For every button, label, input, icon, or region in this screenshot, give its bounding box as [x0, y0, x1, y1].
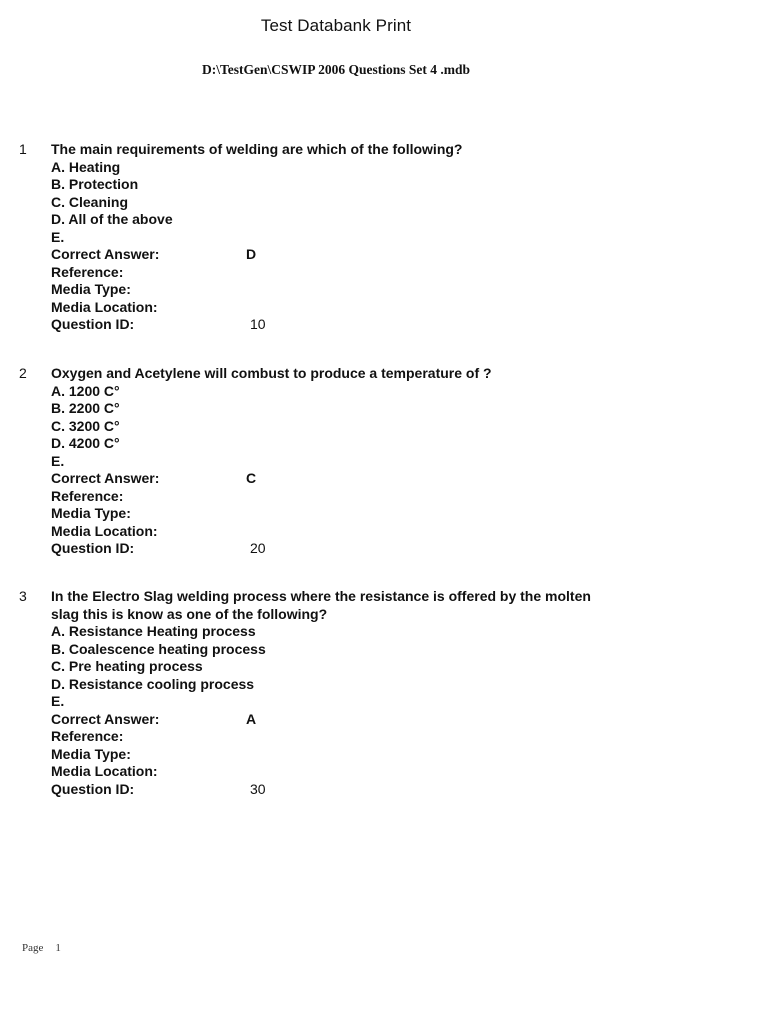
reference-row	[51, 488, 651, 506]
question-body	[51, 588, 651, 798]
option-e: E.	[51, 693, 65, 709]
page-label: Page	[22, 942, 44, 954]
question-id-label: Question ID:	[51, 316, 135, 332]
question-id-row	[51, 781, 651, 799]
reference-label: Reference:	[51, 728, 124, 744]
correct-answer-row	[51, 711, 651, 729]
reference-label: Reference:	[51, 263, 124, 280]
option-a: A. Resistance Heating process	[51, 623, 256, 639]
reference-row	[51, 728, 651, 746]
question-id-value: 10	[250, 316, 266, 332]
correct-answer-label: Correct Answer:	[51, 710, 160, 727]
media-type-row	[51, 281, 651, 299]
correct-answer-value: A	[246, 710, 257, 727]
question-body	[51, 141, 651, 334]
media-type-row	[51, 505, 651, 523]
media-type-label: Media Type:	[51, 281, 131, 297]
option-d: D. Resistance cooling process	[51, 675, 255, 692]
database-file-path: D:\TestGen\CSWIP 2006 Questions Set 4 .mdb	[201, 62, 471, 77]
media-type-row	[51, 746, 651, 764]
option-d: D. All of the above	[51, 211, 173, 227]
media-location-label: Media Location:	[51, 522, 158, 539]
media-location-label: Media Location:	[51, 763, 158, 779]
question-id-value: 30	[250, 780, 266, 797]
media-location-label: Media Location:	[51, 298, 158, 315]
option-b: B. Protection	[51, 176, 139, 192]
option-a: A. 1200 C°	[51, 382, 120, 399]
media-location-row	[51, 523, 651, 541]
question-number: 3	[19, 588, 27, 604]
question-body	[51, 365, 651, 558]
question-text-line-2: slag this is know as one of the following?	[51, 605, 328, 622]
question-id-label: Question ID:	[51, 780, 135, 797]
page-footer	[22, 942, 61, 954]
question-id-row	[51, 540, 651, 558]
option-c: C. 3200 C°	[51, 417, 120, 434]
media-type-label: Media Type:	[51, 505, 131, 521]
option-b: B. Coalescence heating process	[51, 640, 266, 657]
option-c: C. Pre heating process	[51, 658, 203, 674]
option-e: E.	[51, 452, 65, 469]
reference-label: Reference:	[51, 487, 124, 504]
question-number: 1	[19, 141, 27, 157]
question-id-row	[51, 316, 651, 334]
question-id-label: Question ID:	[51, 540, 135, 556]
question-text-line-1: In the Electro Slag welding process where the resistance is offered by the molten	[51, 588, 591, 604]
correct-answer-label: Correct Answer:	[51, 246, 160, 262]
media-location-row	[51, 299, 651, 317]
question-text: Oxygen and Acetylene will combust to produce a temperature of ?	[51, 365, 492, 381]
page-number: 1	[55, 942, 61, 954]
question-number: 2	[19, 365, 27, 381]
question-id-value: 20	[250, 540, 266, 556]
media-location-row	[51, 763, 651, 781]
page-title: Test Databank Print	[260, 16, 412, 35]
correct-answer-value: D	[246, 246, 257, 262]
correct-answer-row	[51, 246, 651, 264]
media-type-label: Media Type:	[51, 745, 131, 762]
option-d: D. 4200 C°	[51, 435, 120, 451]
correct-answer-label: Correct Answer:	[51, 470, 160, 486]
option-e: E.	[51, 228, 65, 245]
question-text: The main requirements of welding are which of the following?	[51, 141, 463, 157]
option-a: A. Heating	[51, 158, 121, 175]
correct-answer-value: C	[246, 470, 257, 486]
option-c: C. Cleaning	[51, 193, 129, 210]
reference-row	[51, 264, 651, 282]
correct-answer-row	[51, 470, 651, 488]
option-b: B. 2200 C°	[51, 400, 120, 416]
